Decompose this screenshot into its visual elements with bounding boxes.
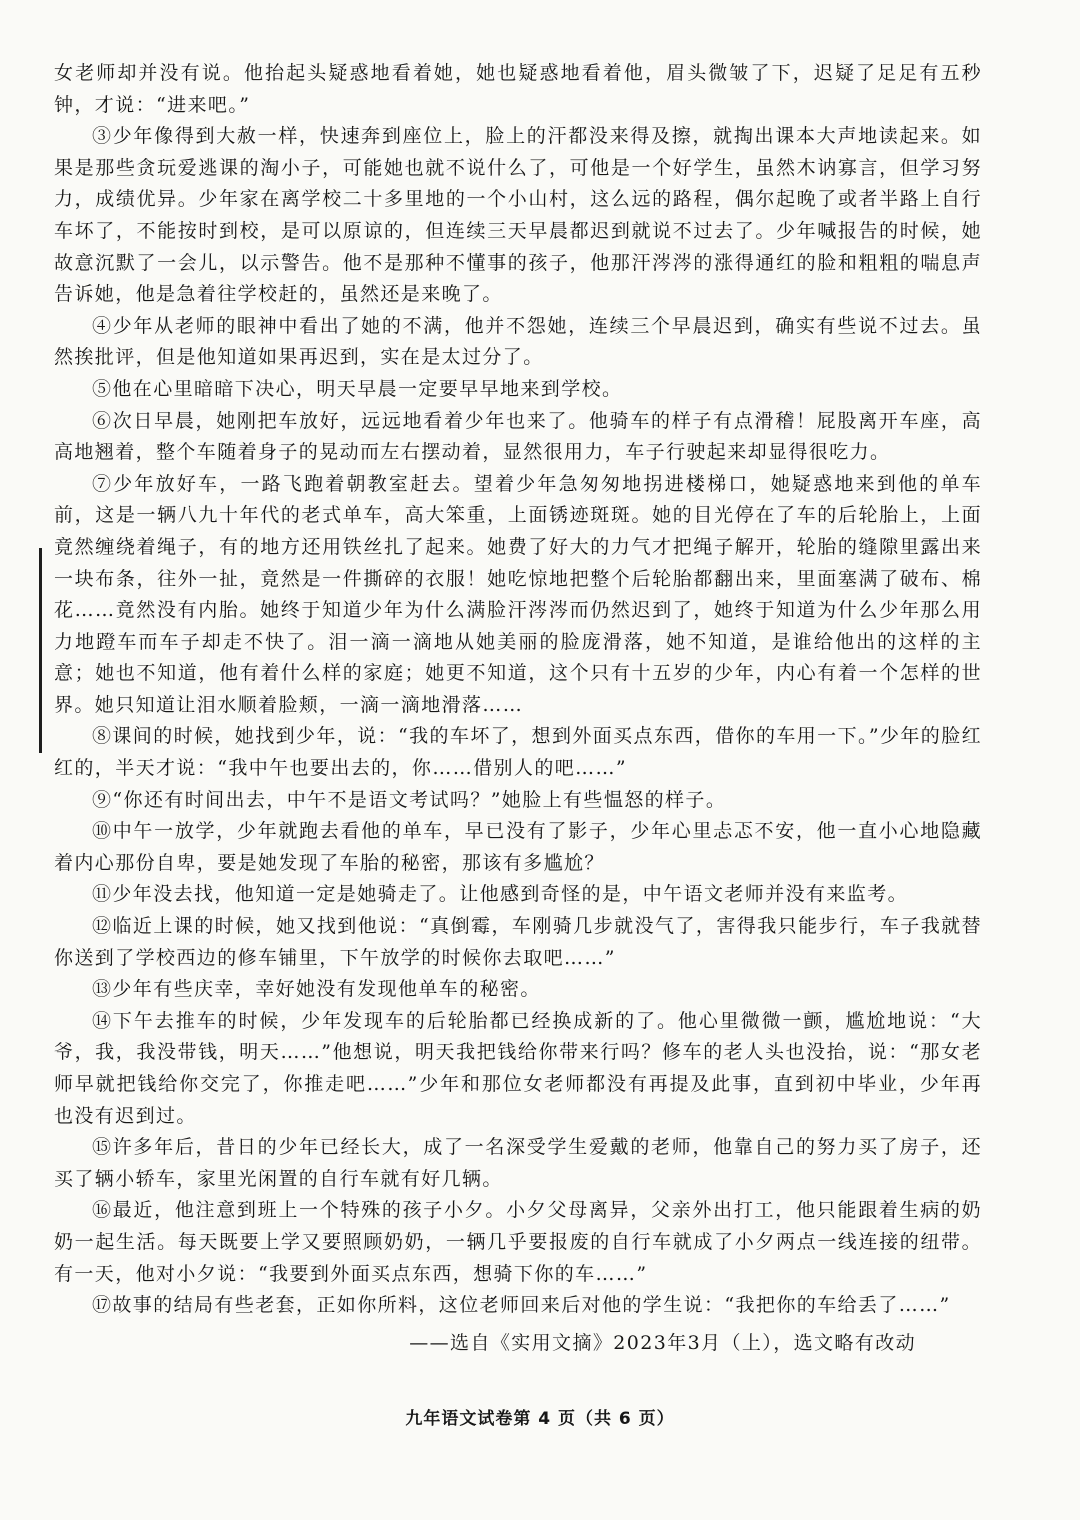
paragraph-12: ⑫临近上课的时候，她又找到他说：“真倒霉，车刚骑几步就没气了，害得我只能步行，车子我就替你送到了学校西边的修车铺里，下午放学的时候你去取吧……” <box>54 915 982 969</box>
paragraph-5: ⑤他在心里暗暗下决心，明天早晨一定要早早地来到学校。 <box>92 377 623 400</box>
paragraph-15: ⑮许多年后，昔日的少年已经长大，成了一名深受学生爱戴的老师，他靠自己的努力买了房子，还买了辆小轿车，家里光闲置的自行车就有好几辆。 <box>54 1136 982 1190</box>
paragraph-16: ⑯最近，他注意到班上一个特殊的孩子小夕。小夕父母离异，父亲外出打工，他只能跟着生病的奶奶一起生活。每天既要上学又要照顾奶奶，一辆几乎要报废的自行车就成了小夕两点一线连接的纽带。有一天，他对小夕说：“我要到外面买点东西，想骑下你的车……” <box>54 1199 982 1285</box>
paragraph-14: ⑭下午去推车的时候，少年发现车的后轮胎都已经换成新的了。他心里微微一颤，尴尬地说：“大爷，我，我没带钱，明天……”他想说，明天我把钱给你带来行吗？修车的老人头也没抬，说：“那女老师早就把钱给你交完了，你推走吧……”少年和那位女老师都没有再提及此事，直到初中毕业，少年再也没有迟到过。 <box>54 1009 982 1127</box>
paragraph-9: ⑨“你还有时间出去，中午不是语文考试吗？”她脸上有些愠怒的样子。 <box>92 788 727 811</box>
paragraph-continued: 女老师却并没有说。他抬起头疑惑地看着她，她也疑惑地看着他，眉头微皱了下，迟疑了足足有五秒钟，才说：“进来吧。” <box>54 62 982 116</box>
paragraph-17: ⑰故事的结局有些老套，正如你所料，这位老师回来后对他的学生说：“我把你的车给丢了……” <box>92 1294 951 1317</box>
paragraph-6: ⑥次日早晨，她刚把车放好，远远地看着少年也来了。他骑车的样子有点滑稽！屁股离开车座，高高地翘着，整个车随着身子的晃动而左右摆动着，显然很用力，车子行驶起来却显得很吃力。 <box>54 409 982 464</box>
paragraph-8: ⑧课间的时候，她找到少年，说：“我的车坏了，想到外面买点东西，借你的车用一下。”少年的脸红红的，半天才说：“我中午也要出去的，你……借别人的吧……” <box>54 725 982 780</box>
paragraph-3: ③少年像得到大赦一样，快速奔到座位上，脸上的汗都没来得及擦，就掏出课本大声地读起来。如果是那些贪玩爱逃课的淘小子，可能她也就不说什么了，可他是一个好学生，虽然木讷寡言，但学习努力，成绩优异。少年家在离学校二十多里地的一个小山村，这么远的路程，偶尔起晚了或者半路上自行车坏了，不能按时到校，是可以原谅的，但连续三天早晨都迟到就说不过去了。少年喊报告的时候，她故意沉默了一会儿，以示警告。他不是那种不懂事的孩子，他那汗涔涔的涨得通红的脸和粗粗的喘息声告诉她，他是急着往学校赶的，虽然还是来晚了。 <box>54 125 982 306</box>
margin-annotation-line <box>39 548 42 753</box>
paragraph-13: ⑬少年有些庆幸，幸好她没有发现他单车的秘密。 <box>92 978 541 1001</box>
paragraph-10: ⑩中午一放学，少年就跑去看他的单车，早已没有了影子，少年心里忐忑不安，他一直小心地隐藏着内心那份自卑，要是她发现了车胎的秘密，那该有多尴尬？ <box>54 820 982 874</box>
paragraph-7: ⑦少年放好车，一路飞跑着朝教室赶去。望着少年急匆匆地拐进楼梯口，她疑惑地来到他的单车前，这是一辆八九十年代的老式单车，高大笨重，上面锈迹斑斑。她的目光停在了车的后轮胎上，上面竟然缠绕着绳子，有的地方还用铁丝扎了起来。她费了好大的力气才把绳子解开，轮胎的缝隙里露出来一块布条，往外一扯，竟然是一件撕碎的衣服！她吃惊地把整个后轮胎都翻出来，里面塞满了破布、棉花……竟然没有内胎。她终于知道少年为什么满脸汗涔涔而仍然迟到了，她终于知道为什么少年那么用力地蹬车而车子却走不快了。泪一滴一滴地从她美丽的脸庞滑落，她不知道，是谁给他出的这样的主意；她也不知道，他有着什么样的家庭；她更不知道，这个只有十五岁的少年，内心有着一个怎样的世界。她只知道让泪水顺着脸颊，一滴一滴地滑落…… <box>54 472 982 716</box>
paragraph-11: ⑪少年没去找，他知道一定是她骑走了。让他感到奇怪的是，中午语文老师并没有来监考。 <box>92 883 909 906</box>
source-citation: ——选自《实用文摘》2023年3月（上），选文略有改动 <box>409 1331 916 1354</box>
paragraph-4: ④少年从老师的眼神中看出了她的不满，他并不怨她，连续三个早晨迟到，确实有些说不过去。虽然挨批评，但是他知道如果再迟到，实在是太过分了。 <box>54 314 982 369</box>
page-footer: 九年语文试卷第 4 页（共 6 页） <box>405 1409 675 1429</box>
